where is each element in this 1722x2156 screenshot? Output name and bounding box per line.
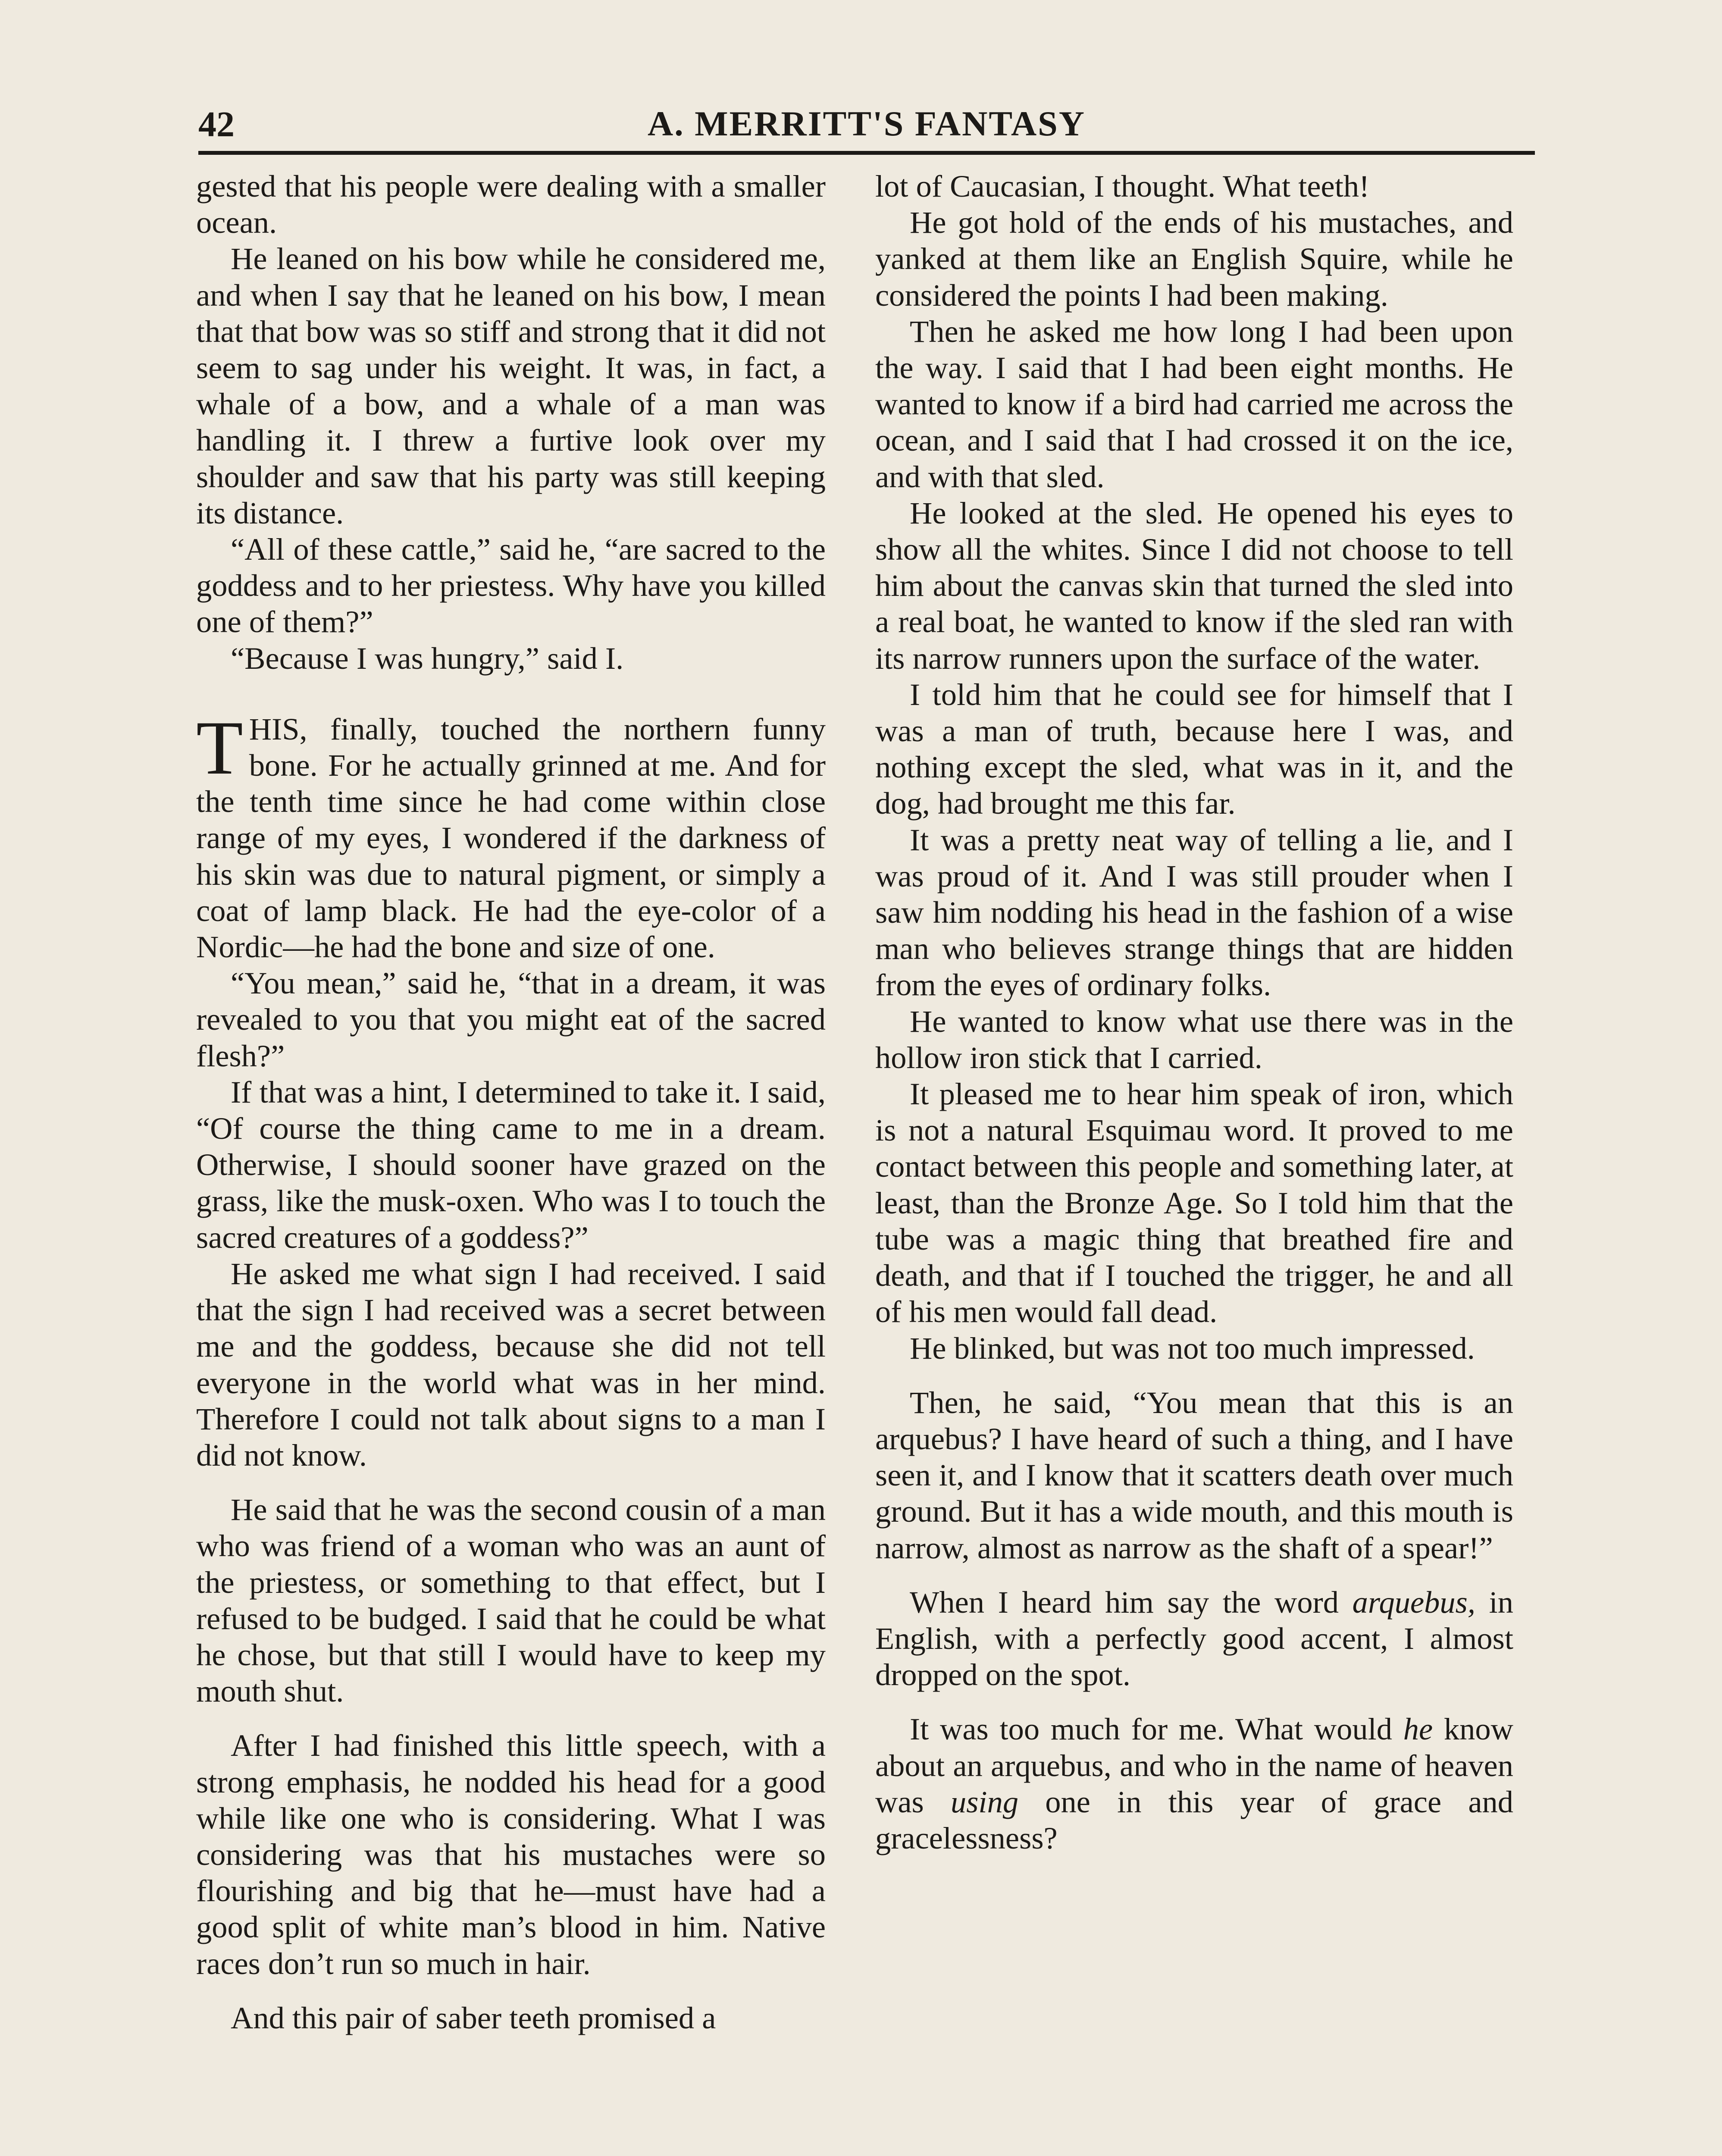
paragraph [875,1711,1513,1856]
italic-word: using [950,1784,1019,1819]
paragraph: He got hold of the ends of his mustaches, and yanked at them like an English Squire, while he considered the points I had been making. [875,205,1513,313]
drop-cap: T [196,705,243,790]
paragraph: He said that he was the second cousin of a man who was friend of a woman who was an aunt of the priestess, or something to that effect, but I refused to be budged. I said that he could be what he chose, but that still I would have to keep my mouth shut. [196,1492,826,1709]
paragraph: After I had finished this little speech, with a strong emphasis, he nodded his head for a good while like one who is considering. What I was considering was that his mustaches were so flourishing and big that he—must have had a good split of white man’s blood in him. Native races don’t run so much in hair. [196,1728,826,1981]
paragraph: He wanted to know what use there was in the hollow iron stick that I carried. [875,1003,1513,1075]
left-column [196,168,826,2036]
running-title: A. MERRITT'S FANTASY [647,104,1086,143]
paragraph: Then, he said, “You mean that this is an arquebus? I have heard of such a thing, and I have seen it, and I know that it scatters death over much ground. But it has a wide mouth, and this mouth is narrow, almost as narrow as the shaft of a spear!” [875,1385,1513,1565]
paragraph-text: know about an arquebus, and who in the name of heaven was [875,1711,1514,1819]
paragraph: He looked at the sled. He opened his eyes to show all the whites. Since I did not choose to tell him about the canvas skin that turned the sled into a real boat, he wanted to know if the sled ran with its narrow runners upon the surface of the water. [875,495,1513,676]
paragraph: I told him that he could see for himself that I was a man of truth, because here I was, and nothing except the sled, what was in it, and the dog, had brought me this far. [875,677,1513,821]
paragraph: He asked me what sign I had received. I said that the sign I had received was a secret between me and the goddess, because she did not tell everyone in the world what was in her mind. Therefore I could not talk about signs to a man I did not know. [196,1256,826,1473]
paragraph-text: It was too much for me. What would [910,1711,1392,1747]
paragraph [875,1584,1513,1693]
paragraph-text: When I heard him say the word [910,1584,1339,1620]
right-column [875,168,1513,1856]
paragraph: “You mean,” said he, “that in a dream, it was revealed to you that you might eat of the sacred flesh?” [196,965,826,1073]
paragraph: gested that his people were dealing with a smaller ocean. [196,169,826,240]
page-number: 42 [198,104,235,144]
paragraph: If that was a hint, I determined to take it. I said, “Of course the thing came to me in a dream. Otherwise, I should sooner have grazed on the grass, like the musk-oxen. Who was I to touch the sacred creatures of a goddess?” [196,1074,826,1255]
header-rule [198,151,1535,155]
paragraph-text: in English, with a perfectly good accent, I almost dropped on the spot. [875,1584,1514,1692]
section-opening-paragraph [196,705,826,965]
paragraph-text: one in this year of grace and gracelessness? [875,1784,1514,1855]
paragraph: It was a pretty neat way of telling a lie, and I was proud of it. And I was still prouder when I saw him nodding his head in the fashion of a wise man who believes strange things that are hidden from the eyes of ordinary folks. [875,822,1513,1003]
paragraph: “All of these cattle,” said he, “are sacred to the goddess and to her priestess. Why have you killed one of them?” [196,532,826,639]
italic-word: arquebus, [1352,1584,1475,1620]
paragraph: He leaned on his bow while he considered me, and when I say that he leaned on his bow, I mean that that bow was so stiff and strong that it did not seem to sag under his weight. It was, in fact, a whale of a bow, and a whale of a man was handling it. I threw a furtive look over my shoulder and saw that his party was still keeping its distance. [196,241,826,530]
paragraph: And this pair of saber teeth promised a [231,2000,716,2035]
paragraph: He blinked, but was not too much impressed. [910,1330,1475,1366]
paragraph: Then he asked me how long I had been upon the way. I said that I had been eight months. He wanted to know if a bird had carried me across the ocean, and I said that I had crossed it on the ice, and with that sled. [875,313,1513,494]
italic-word: he [1403,1711,1433,1747]
paragraph: It pleased me to hear him speak of iron, which is not a natural Esquimau word. It proved to me contact between this people and something later, at least, than the Bronze Age. So I told him that the tube was a magic thing that breathed fire and death, and that if I touched the trigger, he and all of his men would fall dead. [875,1076,1513,1329]
paragraph: “Because I was hungry,” said I. [231,640,624,676]
paragraph-text: HIS, finally, touched the northern funny bone. For he actually grinned at me. And for the tenth time since he had come within close range of my eyes, I wondered if the darkness of his skin was due to natural pigment, or simply a coat of lamp black. He had the eye-color of a Nordic—he had the bone and size of one. [196,711,826,965]
paragraph: lot of Caucasian, I thought. What teeth! [875,169,1370,204]
page-header [198,95,1535,155]
